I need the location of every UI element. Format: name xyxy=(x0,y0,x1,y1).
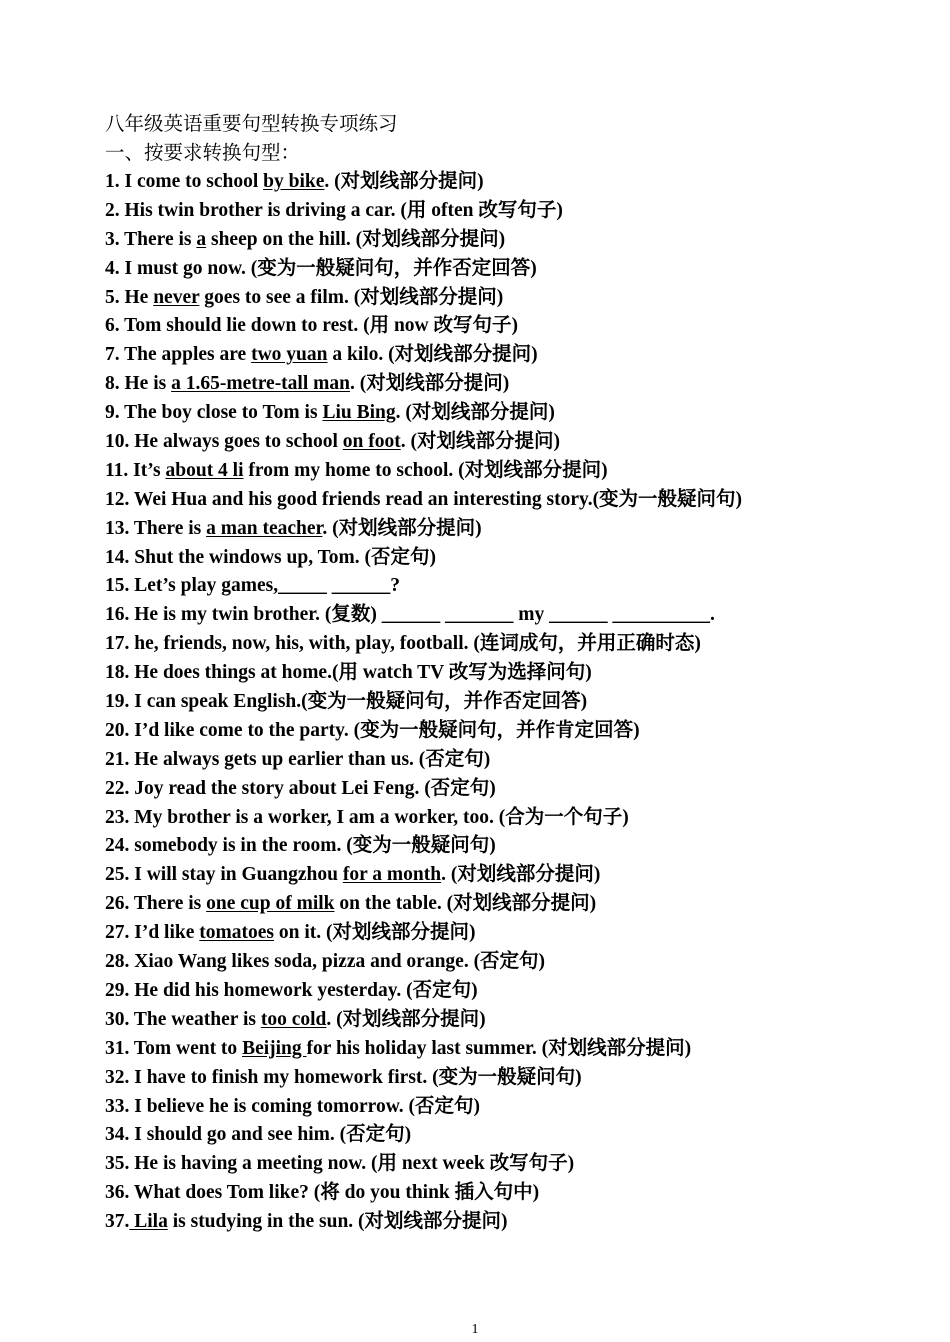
exercise-text: a kilo. (对划线部分提问) xyxy=(327,344,538,366)
exercise-item xyxy=(105,226,905,255)
exercise-text: 31. Tom went to xyxy=(105,1037,243,1059)
exercise-item xyxy=(105,1150,905,1179)
exercise-text: for his holiday last summer. (对划线部分提问) xyxy=(306,1037,692,1059)
exercise-text: 35. He is having a meeting now. (用 next week 改写句子) xyxy=(105,1153,575,1175)
exercise-item xyxy=(105,861,905,890)
underlined-target: tomatoes xyxy=(199,922,274,944)
exercise-text: 33. I believe he is coming tomorrow. (否定句) xyxy=(105,1095,480,1117)
exercise-text: sheep on the hill. (对划线部分提问) xyxy=(206,228,506,250)
exercise-text: 21. He always gets up earlier than us. (否定句) xyxy=(105,748,491,770)
exercise-item xyxy=(105,746,905,775)
exercise-text: 14. Shut the windows up, Tom. (否定句) xyxy=(105,546,437,568)
underlined-target: on foot xyxy=(342,431,401,453)
exercise-item xyxy=(105,370,905,399)
exercise-text: 28. Xiao Wang likes soda, pizza and orange. (否定句) xyxy=(105,951,546,973)
exercise-text: 20. I’d like come to the party. (变为一般疑问句，并作肯定回答) xyxy=(105,719,640,741)
exercise-item xyxy=(105,486,905,515)
exercise-item xyxy=(105,1093,905,1122)
underlined-target: too cold xyxy=(260,1008,327,1030)
exercise-text: 27. I’d like xyxy=(105,922,200,944)
exercise-item xyxy=(105,1035,905,1064)
exercise-text: 30. The weather is xyxy=(105,1008,261,1030)
exercise-text: on the table. (对划线部分提问) xyxy=(334,893,597,915)
underlined-target: two yuan xyxy=(251,344,328,366)
exercise-text: 36. What does Tom like? (将 do you think 插入句中) xyxy=(105,1182,540,1204)
exercise-text: 26. There is xyxy=(105,893,207,915)
exercise-text: . (对划线部分提问) xyxy=(324,171,484,192)
exercise-text: 15. Let’s play games,_____ ______? xyxy=(105,575,401,597)
exercise-item xyxy=(105,1179,905,1208)
exercise-text: 6. Tom should lie down to rest. (用 now 改写句子) xyxy=(105,315,518,337)
underlined-target: never xyxy=(153,286,200,308)
exercise-text: 25. I will stay in Guangzhou xyxy=(105,864,343,886)
exercise-text: from my home to school. (对划线部分提问) xyxy=(243,459,608,481)
exercise-item xyxy=(105,428,905,457)
exercise-text: . (对划线部分提问) xyxy=(400,431,560,453)
exercise-item xyxy=(105,804,905,833)
exercise-item xyxy=(105,1121,905,1150)
exercise-text: 34. I should go and see him. (否定句) xyxy=(105,1124,412,1146)
underlined-target: for a month xyxy=(342,864,442,886)
exercise-text: 24. somebody is in the room. (变为一般疑问句) xyxy=(105,835,496,857)
content-body xyxy=(105,110,905,1237)
exercise-item xyxy=(105,948,905,977)
exercise-item xyxy=(105,312,905,341)
exercise-text: on it. (对划线部分提问) xyxy=(274,922,476,944)
exercise-text: 1. I come to school xyxy=(105,171,264,192)
exercise-text: 5. He xyxy=(105,286,154,308)
exercise-item xyxy=(105,1208,905,1237)
exercise-text: . (对划线部分提问) xyxy=(322,517,482,539)
exercise-text: 29. He did his homework yesterday. (否定句) xyxy=(105,979,478,1001)
exercise-text: 32. I have to finish my homework first. (变为一般疑问句) xyxy=(105,1066,582,1088)
exercise-list xyxy=(105,168,905,1237)
underlined-target: a 1.65-metre-tall man xyxy=(171,373,350,395)
page-number: 1 xyxy=(471,1322,479,1337)
exercise-item xyxy=(105,399,905,428)
exercise-text: 19. I can speak English.(变为一般疑问句，并作否定回答) xyxy=(105,691,588,713)
exercise-text: 17. he, friends, now, his, with, play, football. (连词成句，并用正确时态) xyxy=(105,633,701,655)
underlined-target: by bike xyxy=(263,171,325,192)
exercise-item xyxy=(105,630,905,659)
exercise-item xyxy=(105,601,905,630)
exercise-item xyxy=(105,688,905,717)
exercise-text: 10. He always goes to school xyxy=(105,431,343,453)
exercise-item xyxy=(105,890,905,919)
exercise-item xyxy=(105,515,905,544)
underlined-target: a man teacher xyxy=(206,517,323,539)
exercise-item xyxy=(105,168,905,197)
underlined-target: Beijing xyxy=(242,1037,307,1059)
exercise-text: is studying in the sun. (对划线部分提问) xyxy=(167,1211,508,1233)
underlined-target: a xyxy=(196,228,207,250)
exercise-text: 3. There is xyxy=(105,228,197,250)
exercise-item xyxy=(105,832,905,861)
exercise-text: 22. Joy read the story about Lei Feng. (否定句) xyxy=(105,777,496,799)
exercise-item xyxy=(105,659,905,688)
underlined-target: Liu Bing xyxy=(322,402,396,424)
underlined-target: about 4 li xyxy=(165,459,244,481)
exercise-item xyxy=(105,717,905,746)
exercise-item xyxy=(105,255,905,284)
exercise-text: . (对划线部分提问) xyxy=(441,864,601,886)
exercise-text: 12. Wei Hua and his good friends read an interesting story.(变为一般疑问句) xyxy=(105,488,743,510)
underlined-target: Lila xyxy=(129,1211,168,1233)
exercise-text: 16. He is my twin brother. (复数) ______ _______ my ______ __________. xyxy=(105,604,715,626)
exercise-text: 11. It’s xyxy=(105,459,166,481)
document-title: 八年级英语重要句型转换专项练习 xyxy=(105,114,398,135)
exercise-item xyxy=(105,1064,905,1093)
exercise-text: 37. xyxy=(105,1211,130,1233)
exercise-item xyxy=(105,775,905,804)
exercise-item xyxy=(105,572,905,601)
exercise-text: 8. He is xyxy=(105,373,172,395)
exercise-item xyxy=(105,457,905,486)
exercise-text: 9. The boy close to Tom is xyxy=(105,402,323,424)
exercise-item xyxy=(105,284,905,313)
exercise-text: 18. He does things at home.(用 watch TV 改写为选择问句) xyxy=(105,662,592,684)
exercise-text: . (对划线部分提问) xyxy=(326,1008,486,1030)
section-heading: 一、按要求转换句型： xyxy=(105,143,301,164)
exercise-item xyxy=(105,919,905,948)
exercise-text: 13. There is xyxy=(105,517,207,539)
exercise-text: . (对划线部分提问) xyxy=(395,402,555,424)
exercise-text: . (对划线部分提问) xyxy=(349,373,510,395)
exercise-item xyxy=(105,197,905,226)
exercise-text: goes to see a film. (对划线部分提问) xyxy=(199,286,504,308)
exercise-text: 23. My brother is a worker, I am a worker, too. (合为一个句子) xyxy=(105,806,629,828)
exercise-text: 4. I must go now. (变为一般疑问句，并作否定回答) xyxy=(105,257,537,279)
exercise-text: 7. The apples are xyxy=(105,344,252,366)
exercise-item xyxy=(105,341,905,370)
exercise-item xyxy=(105,977,905,1006)
exercise-item xyxy=(105,544,905,573)
exercise-text: 2. His twin brother is driving a car. (用 often 改写句子) xyxy=(105,199,563,221)
exercise-item xyxy=(105,1006,905,1035)
underlined-target: one cup of milk xyxy=(206,893,335,915)
